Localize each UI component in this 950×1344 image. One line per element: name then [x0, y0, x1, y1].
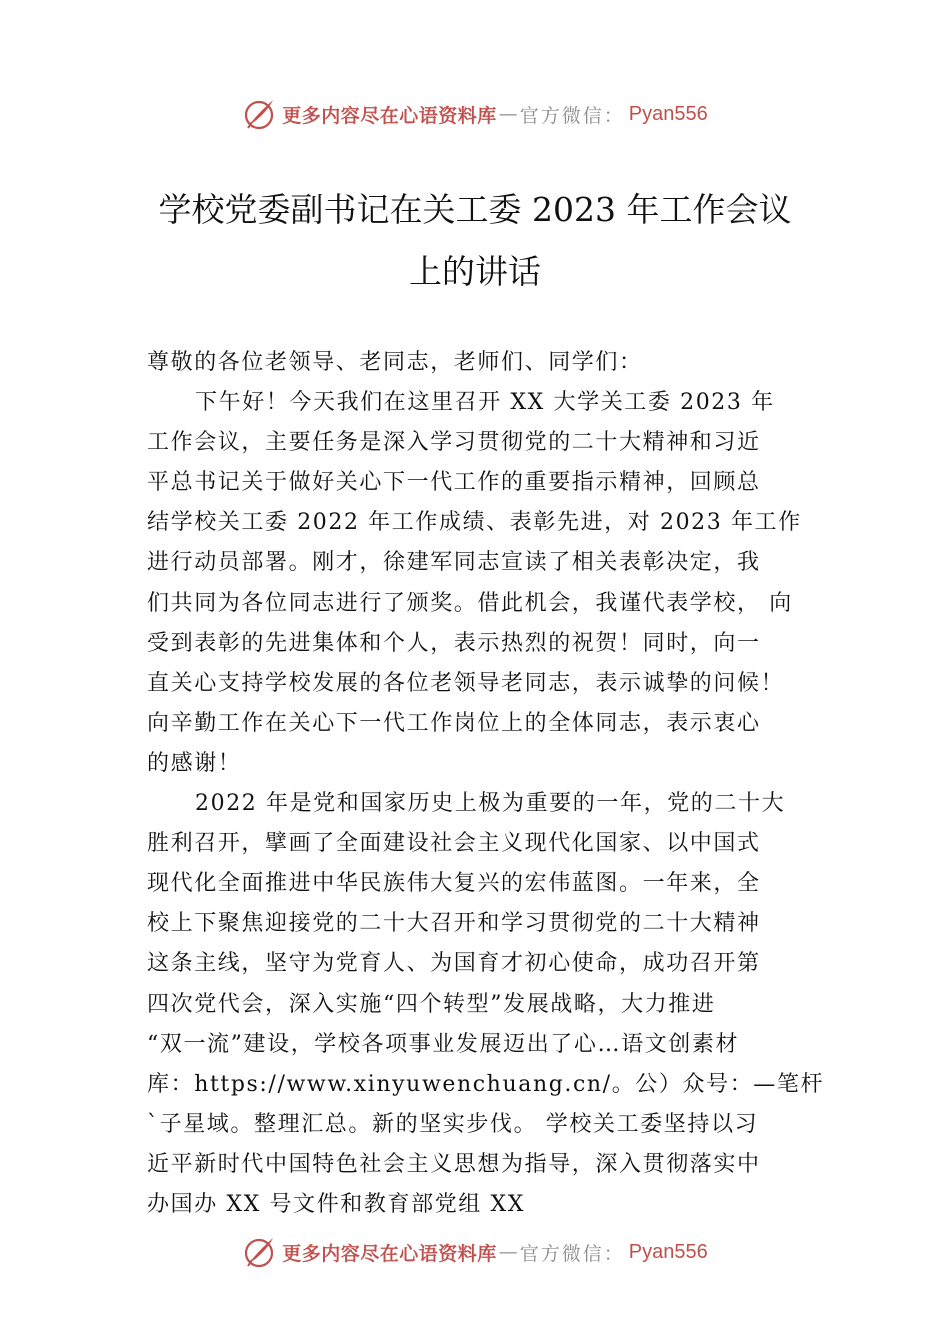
- paragraph-line: 办国办 XX 号文件和教育部党组 XX: [147, 1191, 526, 1217]
- quill-logo-icon: [242, 1234, 278, 1270]
- banner-separator: —: [498, 103, 518, 125]
- banner-separator: —: [498, 1241, 518, 1263]
- paragraph-line: 们共同为各位同志进行了颁奖。借此机会，我谨代表学校， 向: [147, 590, 793, 616]
- paragraph-line: 向辛勤工作在关心下一代工作岗位上的全体同志，表示衷心: [147, 710, 761, 736]
- paragraph-line: 的感谢！: [147, 750, 242, 776]
- paragraph-2: [147, 784, 827, 1225]
- banner-site-name: 更多内容尽在心语资料库: [282, 104, 497, 127]
- document-body: [147, 343, 827, 1225]
- paragraph-line: 平总书记关于做好关心下一代工作的重要指示精神，回顾总: [147, 470, 761, 496]
- paragraph-line: `子星域。整理汇总。新的坚实步伐。 学校关工委坚持以习: [147, 1111, 759, 1137]
- paragraph-line: 胜利召开，擘画了全面建设社会主义现代化国家、以中国式: [147, 831, 761, 857]
- paragraph-1: [147, 383, 827, 784]
- paragraph-line: 近平新时代中国特色社会主义思想为指导，深入贯彻落实中: [147, 1151, 761, 1177]
- paragraph-line: 工作会议，主要任务是深入学习贯彻党的二十大精神和习近: [147, 430, 761, 456]
- banner-wechat-id: Pyan556: [628, 1240, 708, 1263]
- paragraph-line: 进行动员部署。刚才，徐建军同志宣读了相关表彰决定，我: [147, 550, 761, 576]
- document-title-line-1: 学校党委副书记在关工委 2023 年工作会议: [158, 190, 792, 229]
- banner-wechat-id: Pyan556: [628, 102, 708, 125]
- header-banner: [0, 94, 950, 134]
- paragraph-line: 受到表彰的先进集体和个人，表示热烈的祝贺！同时，向一: [147, 630, 761, 656]
- quill-logo-icon: [242, 96, 278, 132]
- document-title-line-2: 上的讲话: [409, 252, 541, 291]
- paragraph-line: 现代化全面推进中华民族伟大复兴的宏伟蓝图。一年来，全: [147, 871, 761, 897]
- banner-wechat-label: 官方微信：: [519, 104, 625, 127]
- paragraph-line: 库：https://www.xinyuwenchuang.cn/。公）众号：—笔杆: [147, 1071, 825, 1097]
- paragraph-line: 下午好！今天我们在这里召开 XX 大学关工委 2023 年: [195, 390, 775, 416]
- footer-banner: [0, 1232, 950, 1272]
- paragraph-line: 2022 年是党和国家历史上极为重要的一年，党的二十大: [195, 791, 786, 817]
- paragraph-line: 四次党代会，深入实施“四个转型”发展战略，大力推进: [147, 991, 716, 1017]
- banner-site-name: 更多内容尽在心语资料库: [282, 1242, 497, 1265]
- paragraph-line: 校上下聚焦迎接党的二十大召开和学习贯彻党的二十大精神: [147, 911, 761, 937]
- paragraph-line: 这条主线，坚守为党育人、为国育才初心使命，成功召开第: [147, 951, 761, 977]
- salutation: 尊敬的各位老领导、老同志，老师们、同学们：: [147, 350, 643, 375]
- banner-wechat-label: 官方微信：: [519, 1242, 625, 1265]
- paragraph-line: 结学校关工委 2022 年工作成绩、表彰先进，对 2023 年工作: [147, 510, 802, 536]
- paragraph-line: “双一流”建设，学校各项事业发展迈出了心…语文创素材: [147, 1031, 740, 1057]
- paragraph-line: 直关心支持学校发展的各位老领导老同志，表示诚挚的问候！: [147, 670, 785, 696]
